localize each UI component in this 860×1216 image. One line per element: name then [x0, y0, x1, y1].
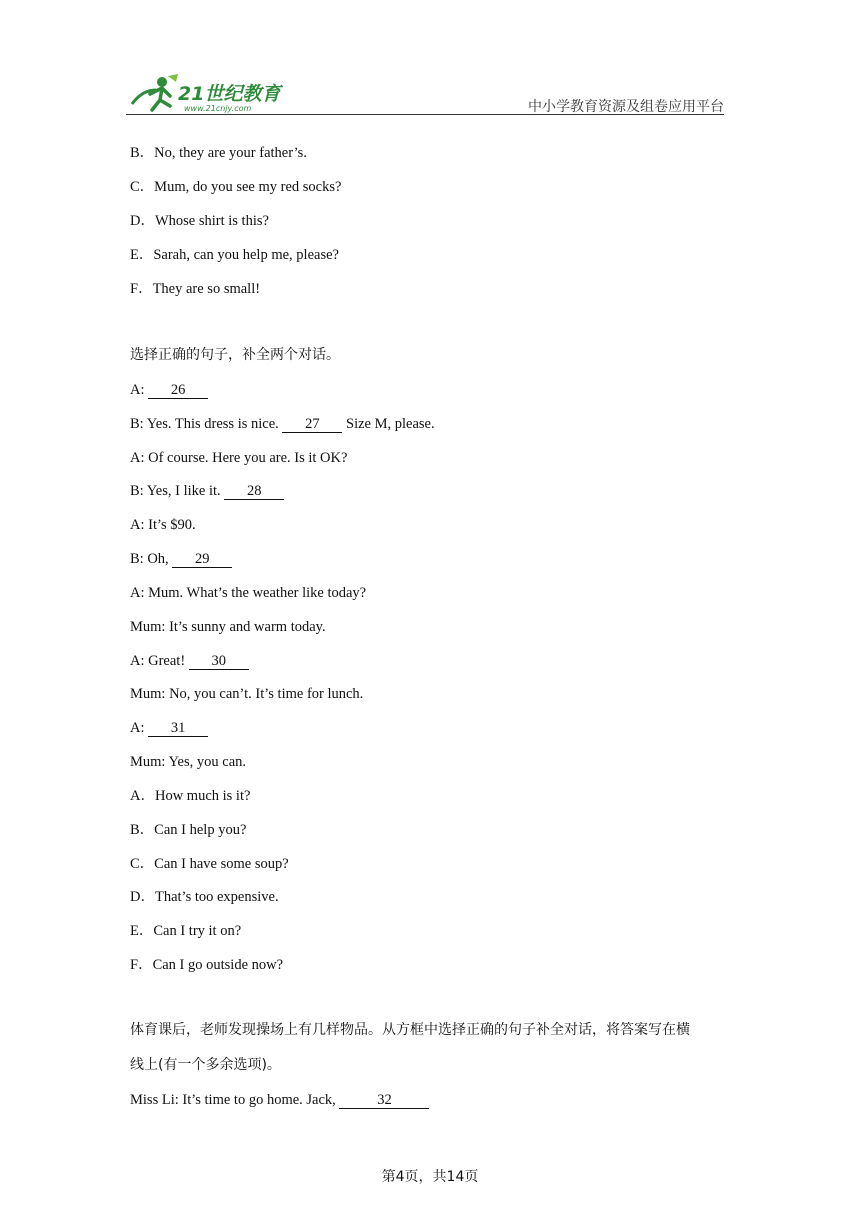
- option-f: F．They are so small!: [130, 281, 261, 297]
- option-c: C．Mum, do you see my red socks?: [130, 179, 342, 195]
- site-logo: [126, 70, 296, 114]
- logo-text: 21世纪教育: [178, 83, 281, 105]
- dialogue-line: Miss Li: It’s time to go home. Jack, 32: [130, 1091, 429, 1109]
- blank-26[interactable]: 26: [148, 382, 208, 399]
- page-number: 第4页，共14页: [381, 1169, 479, 1185]
- section-instruction-cont: 线上(有一个多余选项)。: [130, 1057, 281, 1073]
- section-instruction: 选择正确的句子，补全两个对话。: [130, 347, 340, 363]
- section-instruction: 体育课后，老师发现操场上有几样物品。从方框中选择正确的句子补全对话，将答案写在横: [130, 1022, 690, 1038]
- dialogue-line: A: It’s $90.: [130, 517, 196, 533]
- dialogue-line: B: Yes. This dress is nice. 27 Size M, please.: [130, 416, 435, 432]
- option-c: C．Can I have some soup?: [130, 856, 289, 872]
- option-e: E．Can I try it on?: [130, 923, 242, 939]
- header-rule: [126, 114, 724, 115]
- dialogue-line: Mum: It’s sunny and warm today.: [130, 619, 326, 635]
- dialogue-line: A: Great! 30: [130, 652, 249, 670]
- option-a: A．How much is it?: [130, 788, 251, 804]
- option-d: D．Whose shirt is this?: [130, 213, 269, 229]
- blank-31[interactable]: 31: [148, 720, 208, 737]
- option-d: D．That’s too expensive.: [130, 889, 279, 905]
- blank-27[interactable]: 27: [282, 416, 342, 433]
- dialogue-line: Mum: Yes, you can.: [130, 754, 247, 770]
- dialogue-line: A: 26: [130, 381, 208, 399]
- option-b: B．No, they are your father’s.: [130, 145, 307, 161]
- site-tagline: 中小学教育资源及组卷应用平台: [528, 99, 724, 115]
- dialogue-line: A: 31: [130, 719, 208, 737]
- option-b: B．Can I help you?: [130, 822, 247, 838]
- blank-30[interactable]: 30: [189, 653, 249, 670]
- dialogue-line: B: Oh, 29: [130, 550, 232, 568]
- logo-url: www.21cnjy.com: [184, 104, 252, 113]
- blank-29[interactable]: 29: [172, 551, 232, 568]
- page-header: [126, 66, 724, 118]
- blank-32[interactable]: 32: [339, 1092, 429, 1109]
- option-f: F．Can I go outside now?: [130, 957, 284, 973]
- dialogue-line: A: Mum. What’s the weather like today?: [130, 585, 367, 601]
- option-e: E．Sarah, can you help me, please?: [130, 247, 339, 263]
- dialogue-line: Mum: No, you can’t. It’s time for lunch.: [130, 686, 364, 702]
- dialogue-line: B: Yes, I like it. 28: [130, 482, 284, 500]
- blank-28[interactable]: 28: [224, 483, 284, 500]
- dialogue-line: A: Of course. Here you are. Is it OK?: [130, 450, 348, 466]
